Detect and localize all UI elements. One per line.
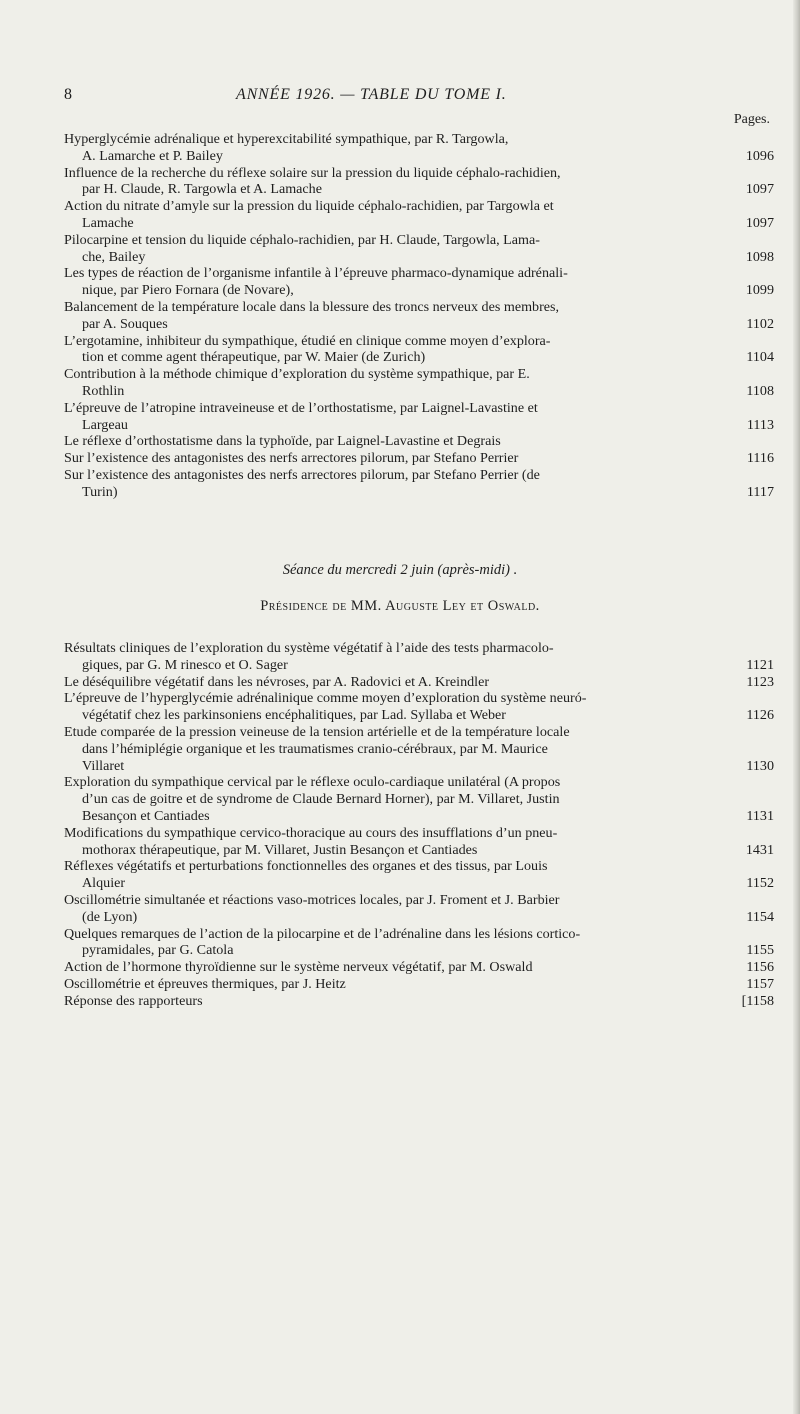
toc-entry [64, 299, 774, 333]
toc-entry-text: mothorax thérapeutique, par M. Villaret, Justin Besançon et Cantiades [82, 841, 478, 858]
toc-entry-line [64, 976, 714, 993]
toc-entry-text: Alquier [82, 875, 126, 892]
toc-entry-line: Quelques remarques de l’action de la pilocarpine et de l’adrénaline dans les lésions cortico- [64, 925, 581, 942]
toc-entry-line [64, 758, 714, 775]
toc-entry-page: 1431 [745, 841, 774, 858]
dot-leader [509, 707, 714, 724]
toc-section-b [64, 640, 774, 1010]
running-header [64, 86, 774, 108]
toc-entry-line [64, 349, 714, 366]
toc-entry-page: 1130 [746, 757, 774, 774]
dot-leader [171, 316, 714, 333]
page-number: 8 [64, 86, 72, 103]
toc-entry-line: Les types de réaction de l’organisme infantile à l’épreuve pharmaco-dynamique adrénali- [64, 265, 568, 282]
dot-leader [325, 181, 714, 198]
toc-entry-text: par H. Claude, R. Targowla et A. Lamache [82, 181, 322, 198]
toc-entry [64, 265, 774, 299]
toc-entry [64, 926, 774, 960]
toc-entry-text: Largeau [82, 416, 128, 433]
dot-leader [236, 942, 714, 959]
toc-entry-line: Action du nitrate d’amyle sur la pression du liquide céphalo-rachidien, par Targowla et [64, 198, 554, 215]
dot-leader [121, 484, 714, 501]
dot-leader [127, 758, 714, 775]
toc-entry-line: L’ergotamine, inhibiteur du sympathique, étudié en clinique comme moyen d’explora- [64, 332, 551, 349]
toc-entry [64, 131, 774, 165]
toc-entry-line: Etude comparée de la pression veineuse de la tension artérielle et de la température locale [64, 723, 570, 740]
toc-entry-text: nique, par Piero Fornara (de Novare), [82, 282, 294, 299]
toc-entry-line: Réflexes végétatifs et perturbations fonctionnelles des organes et des tissus, par Louis [64, 858, 548, 875]
toc-entry-page: 1123 [746, 673, 774, 690]
toc-entry-page: 1157 [746, 975, 774, 992]
running-title: ANNÉE 1926. — TABLE DU TOME I. [236, 86, 507, 103]
dot-leader [206, 993, 714, 1010]
toc-entry-text: giques, par G. M rinesco et O. Sager [82, 656, 288, 673]
toc-entry-line [64, 181, 714, 198]
toc-entry [64, 858, 774, 892]
toc-entry-page: 1108 [746, 382, 774, 399]
dot-leader [127, 383, 714, 400]
dot-leader [131, 417, 714, 434]
toc-entry [64, 640, 774, 674]
page-edge [793, 0, 800, 1414]
toc-entry-page: 1154 [746, 908, 774, 925]
toc-entry-line [64, 316, 714, 333]
toc-section-a [64, 131, 774, 501]
dot-leader [226, 148, 714, 165]
toc-entry-page: 1156 [746, 959, 774, 976]
toc-entry-page: 1096 [745, 147, 774, 164]
toc-entry-text: Besançon et Cantiades [82, 807, 210, 824]
toc-entry-text: Villaret [82, 757, 125, 774]
toc-entry-text: Réponse des rapporteurs [64, 992, 203, 1009]
toc-entry-line [64, 484, 714, 501]
toc-entry-page: 1116 [746, 450, 774, 467]
toc-entry-line: Pilocarpine et tension du liquide céphalo-rachidien, par H. Claude, Targowla, Lama- [64, 231, 540, 248]
toc-entry-page: 1121 [746, 656, 774, 673]
toc-entry-text: pyramidales, par G. Catola [82, 942, 234, 959]
dot-leader [536, 959, 715, 976]
toc-entry-page: [1158 [741, 992, 774, 1009]
toc-entry-text: Action de l’hormone thyroïdienne sur le système nerveux végétatif, par M. Oswald [64, 959, 533, 976]
dot-leader [137, 215, 714, 232]
toc-entry [64, 690, 774, 724]
toc-entry-line [64, 842, 714, 859]
toc-entry-line [64, 959, 714, 976]
toc-entry-page: 1099 [745, 282, 774, 299]
toc-entry-text: (de Lyon) [82, 908, 138, 925]
toc-entry [64, 450, 774, 467]
toc-entry [64, 774, 774, 824]
toc-entry-text: Le déséquilibre végétatif dans les névroses, par A. Radovici et A. Kreindler [64, 673, 490, 690]
toc-entry-page: 1152 [746, 875, 774, 892]
toc-entry [64, 232, 774, 266]
toc-entry-text: par A. Souques [82, 315, 168, 332]
toc-entry-page: 1104 [746, 349, 774, 366]
toc-entry-page: 1097 [745, 214, 774, 231]
toc-entry-line [64, 942, 714, 959]
toc-entry-page: 1131 [746, 807, 774, 824]
toc-entry-line [64, 433, 714, 450]
toc-entry-line [64, 417, 714, 434]
toc-entry-line: Résultats cliniques de l’exploration du système végétatif à l’aide des tests pharmacolo- [64, 640, 554, 656]
toc-entry-page: 1113 [746, 416, 774, 433]
toc-entry-line [64, 215, 714, 232]
toc-entry [64, 674, 774, 691]
toc-entry [64, 993, 774, 1010]
dot-leader [148, 249, 714, 266]
toc-entry-line: L’épreuve de l’atropine intraveineuse et de l’orthostatisme, par Laignel-Lavastine et [64, 399, 538, 416]
dot-leader [213, 808, 714, 825]
toc-entry-page: 1102 [746, 315, 774, 332]
toc-entry-page: 1126 [746, 707, 774, 724]
toc-entry-line [64, 282, 714, 299]
toc-entry-line: Exploration du sympathique cervical par le réflexe oculo-cardiaque unilatéral (A propos [64, 774, 561, 791]
toc-entry [64, 366, 774, 400]
session-presidency: Présidence de MM. Auguste Ley et Oswald. [260, 598, 540, 614]
toc-entry-line [64, 993, 714, 1010]
toc-entry-text: Rothlin [82, 382, 125, 399]
dot-leader [492, 674, 714, 691]
toc-entry [64, 959, 774, 976]
dot-leader [504, 433, 714, 450]
dot-leader [140, 909, 714, 926]
toc-entry-page: 1155 [746, 942, 774, 959]
toc-entry-line [64, 707, 714, 724]
toc-entry-text: che, Bailey [82, 248, 146, 265]
toc-entry-text: A. Lamarche et P. Bailey [82, 147, 223, 164]
toc-entry-line: Contribution à la méthode chimique d’exploration du système sympathique, par E. [64, 366, 530, 383]
dot-leader [297, 282, 714, 299]
toc-entry-line [64, 674, 714, 691]
toc-entry-page: 1098 [745, 248, 774, 265]
toc-entry-line [64, 875, 714, 892]
toc-entry-line: Sur l’existence des antagonistes des nerfs arrectores pilorum, par Stefano Perrier (de [64, 466, 540, 483]
toc-entry-text: Sur l’existence des antagonistes des nerfs arrectores pilorum, par Stefano Perrier [64, 450, 519, 467]
toc-entry-text: Oscillométrie et épreuves thermiques, par J. Heitz [64, 975, 346, 992]
toc-entry-text: végétatif chez les parkinsoniens encéphalitiques, par Lad. Syllaba et Weber [82, 707, 506, 724]
session-title: Séance du mercredi 2 juin (après-midi) . [282, 562, 518, 578]
toc-entry-line: Balancement de la température locale dans la blessure des troncs nerveux des membres, [64, 298, 560, 315]
toc-entry [64, 165, 774, 199]
toc-entry-text: Le réflexe d’orthostatisme dans la typhoïde, par Laignel-Lavastine et Degrais [64, 433, 501, 450]
dot-leader [428, 349, 714, 366]
toc-entry-line: dans l’hémiplégie organique et les traumatismes cranio-cérébraux, par M. Maurice [82, 740, 548, 757]
toc-entry-text: Turin) [82, 483, 118, 500]
toc-entry [64, 333, 774, 367]
toc-entry-line [64, 808, 714, 825]
dot-leader [291, 657, 714, 674]
pages-column-label: Pages. [733, 112, 770, 127]
dot-leader [349, 976, 714, 993]
toc-entry [64, 198, 774, 232]
toc-entry-line [64, 249, 714, 266]
toc-entry-page: 1117 [746, 483, 774, 500]
toc-entry-line [64, 909, 714, 926]
toc-entry-line: Influence de la recherche du réflexe solaire sur la pression du liquide céphalo-rachidien, [64, 164, 561, 181]
toc-entry-line: Hyperglycémie adrénalique et hyperexcitabilité sympathique, par R. Targowla, [64, 131, 509, 147]
toc-entry-line [64, 450, 714, 467]
dot-leader [480, 842, 714, 859]
toc-entry-line [64, 657, 714, 674]
toc-entry-text: Lamache [82, 214, 134, 231]
dot-leader [521, 450, 714, 467]
toc-entry-line [64, 383, 714, 400]
toc-entry [64, 467, 774, 501]
toc-entry [64, 976, 774, 993]
toc-entry-line: Modifications du sympathique cervico-thoracique au cours des insufflations d’un pneu- [64, 824, 558, 841]
toc-entry [64, 724, 774, 774]
toc-entry [64, 892, 774, 926]
toc-entry [64, 433, 774, 450]
toc-entry-line: d’un cas de goitre et de syndrome de Claude Bernard Horner), par M. Villaret, Justin [82, 791, 560, 808]
toc-entry-line [64, 148, 714, 165]
toc-entry-text: tion et comme agent thérapeutique, par W. Maier (de Zurich) [82, 349, 426, 366]
dot-leader [128, 875, 714, 892]
toc-entry-page: 1097 [745, 181, 774, 198]
toc-entry-line: L’épreuve de l’hyperglycémie adrénalinique comme moyen d’exploration du système neuró- [64, 690, 587, 707]
toc-entry-line: Oscillométrie simultanée et réactions vaso-motrices locales, par J. Froment et J. Barbier [64, 891, 560, 908]
toc-entry [64, 400, 774, 434]
toc-entry [64, 825, 774, 859]
